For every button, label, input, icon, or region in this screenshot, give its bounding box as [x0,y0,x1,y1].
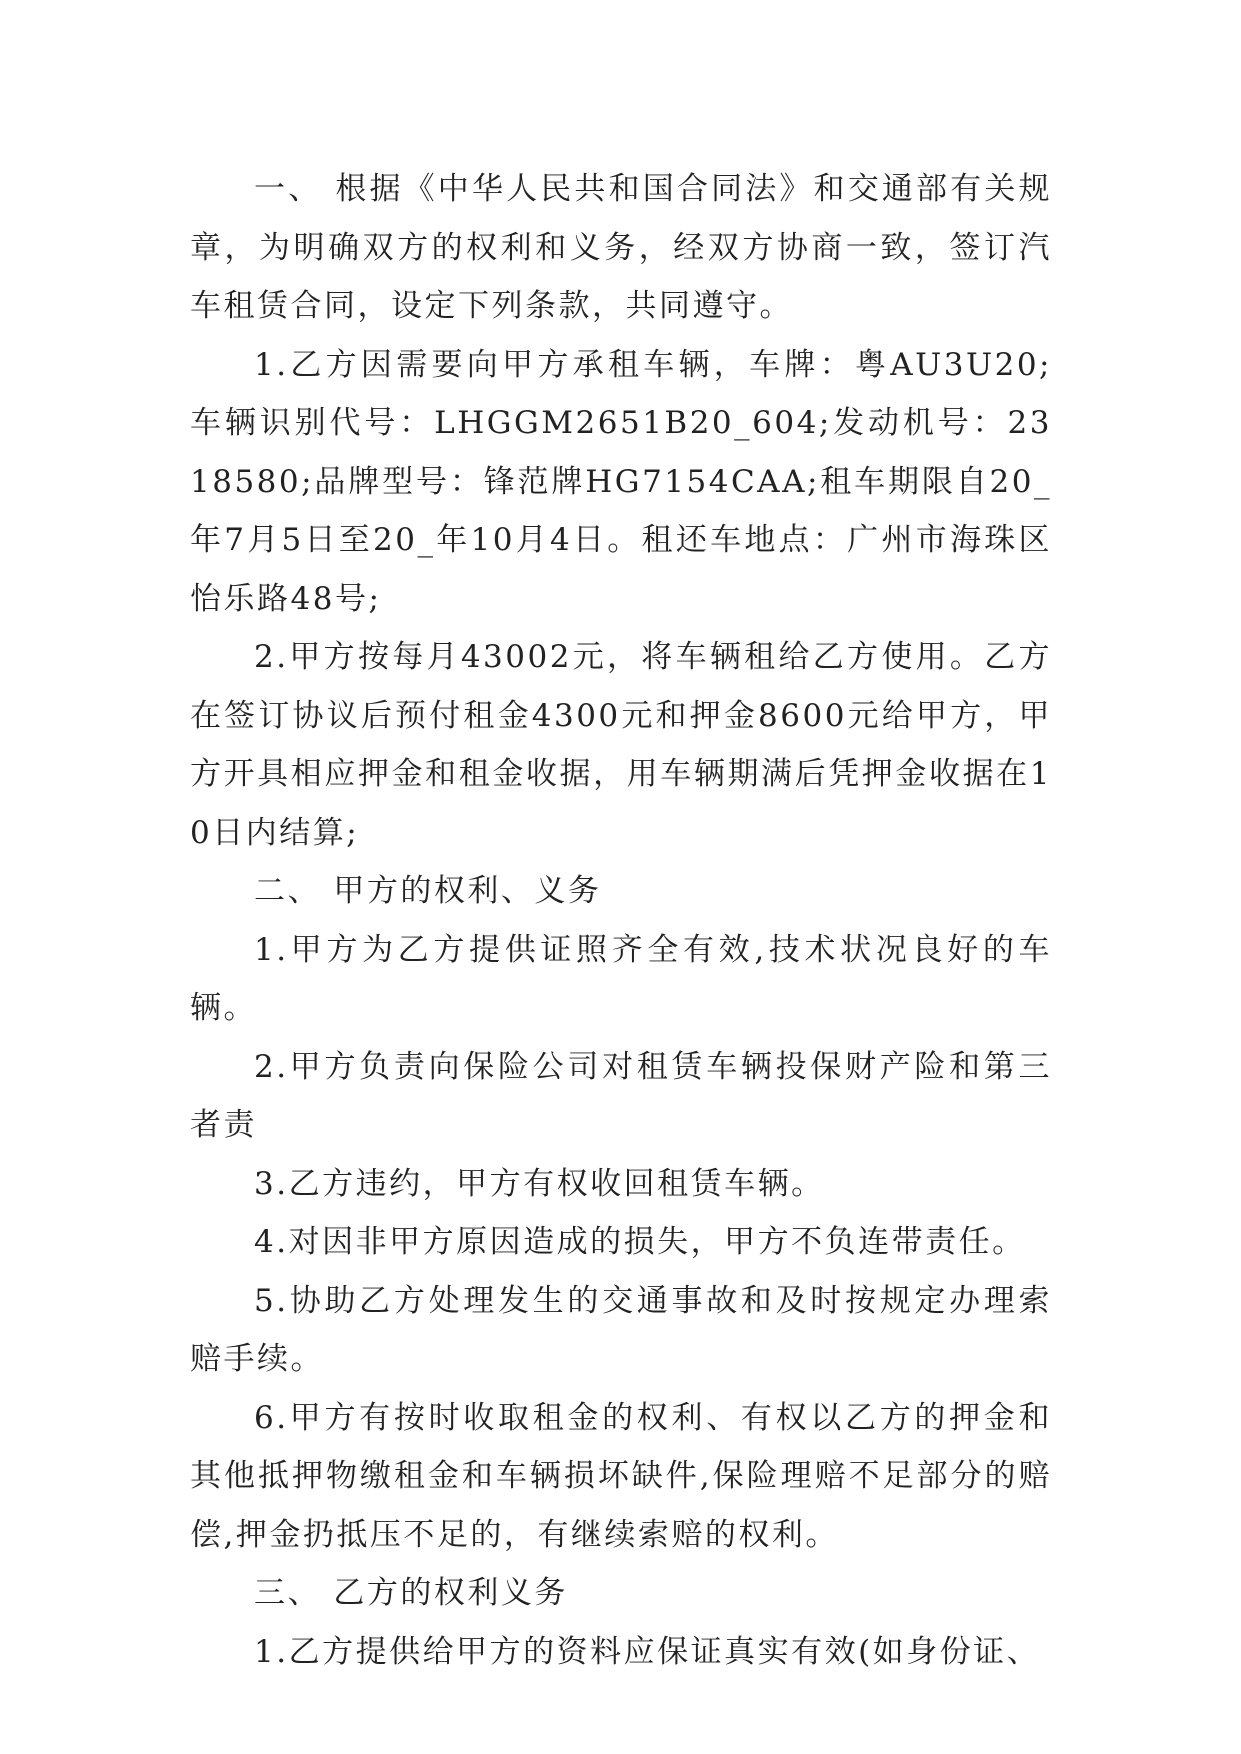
paragraph-lessor-clause-4: 4.对因非甲方原因造成的损失，甲方不负连带责任。 [254,1224,1026,1260]
paragraph-lessee-clause-1: 1.乙方提供给甲方的资料应保证真实有效(如身份证、 [254,1633,1041,1670]
paragraph-section-1-intro: 一、 根据《中华人民共和国合同法》和交通部有关规章，为明确双方的权利和义务，经双方协商一致，签订汽车租赁合同，设定下列条款，共同遵守。 [190,171,1052,324]
paragraph-lessor-clause-3: 3.乙方违约，甲方有权收回租赁车辆。 [254,1165,825,1202]
paragraph-lessor-clause-2: 2.甲方负责向保险公司对租赁车辆投保财产险和第三者责 [190,1048,1052,1143]
document-body [190,160,1052,1681]
heading-section-2: 二、 甲方的权利、义务 [254,873,602,909]
paragraph-lessor-clause-6: 6.甲方有按时收取租金的权利、有权以乙方的押金和其他抵押物缴租金和车辆损坏缺件,保险理赔不足部分的赔偿,押金扔抵压不足的，有继续索赔的权利。 [190,1399,1052,1553]
paragraph-lessor-clause-1: 1.甲方为乙方提供证照齐全有效,技术状况良好的车辆。 [190,931,1052,1026]
paragraph-clause-1-vehicle: 1.乙方因需要向甲方承租车辆，车牌：粤AU3U20;车辆识别代号：LHGGM2651B20_604;发动机号：2318580;品牌型号：锋范牌HG7154CAA;租车期限自20_年7月5日至20_年10月4日。租还车地点：广州市海珠区怡乐路48号; [190,346,1052,617]
paragraph-clause-2-rent: 2.甲方按每月43002元，将车辆租给乙方使用。乙方在签订协议后预付租金4300元和押金8600元给甲方，甲方开具相应押金和租金收据，用车辆期满后凭押金收据在10日内结算; [190,639,1052,851]
paragraph-lessor-clause-5: 5.协助乙方处理发生的交通事故和及时按规定办理索赔手续。 [190,1282,1052,1377]
heading-section-3: 三、 乙方的权利义务 [254,1575,568,1611]
